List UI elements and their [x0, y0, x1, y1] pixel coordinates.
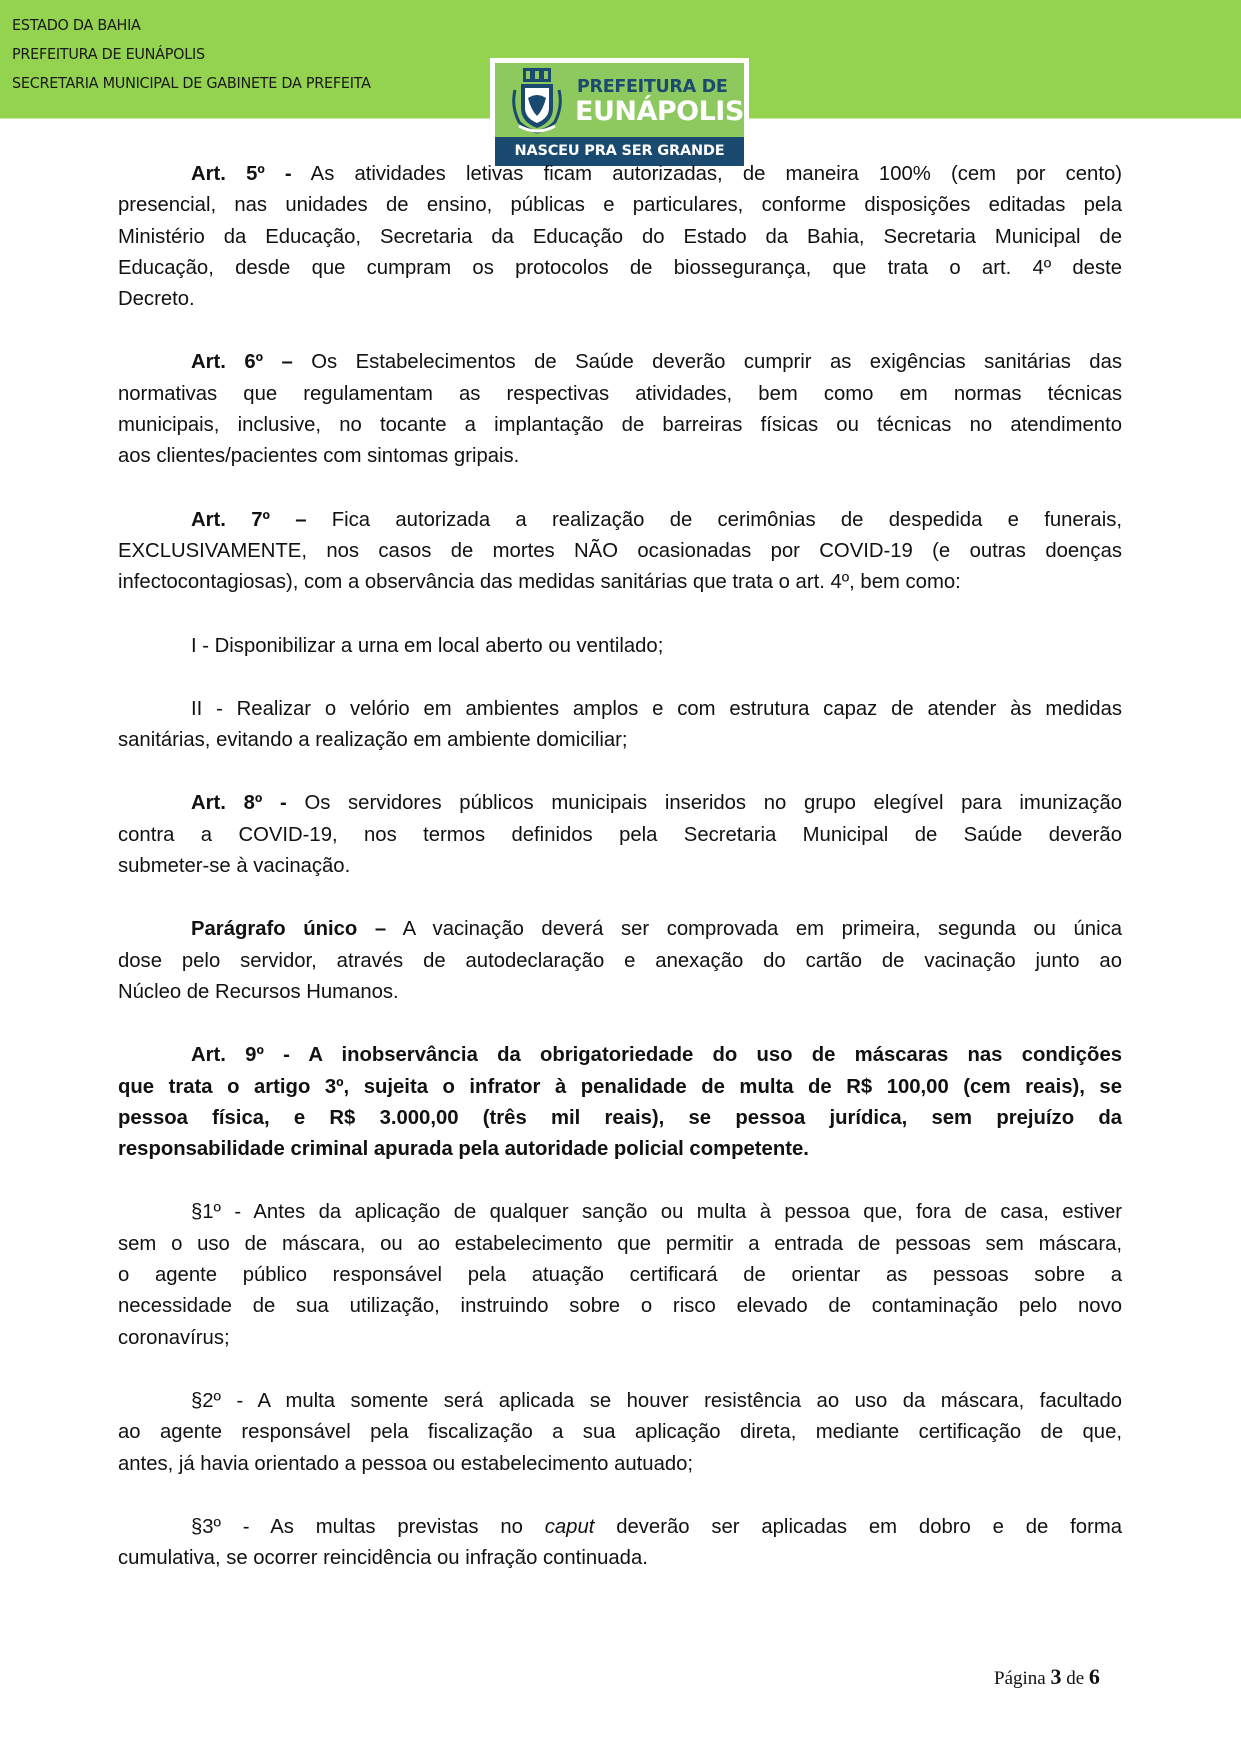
- section-2-line: antes, já havia orientado a pessoa ou estabelecimento autuado;: [118, 1452, 694, 1475]
- article-5: [118, 159, 1122, 315]
- total-pages: 6: [1088, 1664, 1100, 1689]
- article-8-paragrafo-unico: [118, 914, 1122, 1008]
- article-5-line: Ministério da Educação, Secretaria da Educação do Estado da Bahia, Secretaria Municipal de: [118, 225, 1122, 248]
- current-page: 3: [1050, 1664, 1062, 1689]
- section-3-line: cumulativa, se ocorrer reincidência ou infração continuada.: [118, 1547, 648, 1570]
- prefecture-logo: [490, 58, 749, 166]
- article-5-line: Art. 5º - As atividades letivas ficam autorizadas, de maneira 100% (cem por cento): [191, 163, 1122, 185]
- article-5-line: Educação, desde que cumpram os protocolos de biossegurança, que trata o art. 4º deste: [118, 256, 1122, 279]
- article-7: [118, 505, 1122, 599]
- header-text: [12, 14, 371, 101]
- caput-term: caput: [544, 1515, 595, 1538]
- article-5-label: Art. 5º -: [191, 163, 292, 185]
- article-9-label: Art. 9º -: [191, 1044, 290, 1067]
- section-1-line: sem o uso de máscara, ou ao estabelecimento que permitir a entrada de pessoas sem máscara,: [118, 1232, 1122, 1255]
- article-9-section-2: [118, 1386, 1122, 1480]
- article-9-line: que trata o artigo 3º, sujeita o infrator à penalidade de multa de R$ 100,00 (cem reais), se: [118, 1075, 1122, 1098]
- item-2-line: sanitárias, evitando a realização em ambiente domiciliar;: [118, 729, 628, 752]
- document-body: [118, 159, 1122, 1574]
- article-9-line: pessoa física, e R$ 3.000,00 (três mil reais), se pessoa jurídica, sem prejuízo da: [118, 1106, 1122, 1129]
- paragrafo-line: Núcleo de Recursos Humanos.: [118, 980, 399, 1003]
- article-6-label: Art. 6º –: [191, 351, 293, 374]
- header-prefecture: PREFEITURA DE EUNÁPOLIS: [12, 45, 205, 63]
- article-8-label: Art. 8º -: [191, 792, 287, 815]
- section-2-line: ao agente responsável pela fiscalização a sua aplicação direta, mediante certificação de que,: [118, 1421, 1122, 1444]
- article-7-item-1: [118, 631, 1122, 662]
- page-number: [994, 1664, 1100, 1690]
- item-2-line: II - Realizar o velório em ambientes amplos e com estrutura capaz de atender às medidas: [191, 697, 1122, 720]
- header-state: ESTADO DA BAHIA: [12, 16, 141, 34]
- article-7-label: Art. 7º –: [191, 508, 307, 531]
- article-8: [118, 788, 1122, 882]
- item-1-line: I - Disponibilizar a urna em local aberto ou ventilado;: [191, 634, 664, 657]
- logo-top: [495, 63, 744, 138]
- article-7-line: Art. 7º – Fica autorizada a realização de cerimônias de despedida e funerais,: [191, 508, 1122, 531]
- article-6-line: Art. 6º – Os Estabelecimentos de Saúde deverão cumprir as exigências sanitárias das: [191, 351, 1123, 374]
- logo-title-prefeitura: PREFEITURA DE: [577, 77, 728, 97]
- logo-slogan: NASCEU PRA SER GRANDE: [495, 137, 744, 166]
- section-1-line: §1º - Antes da aplicação de qualquer sanção ou multa à pessoa que, fora de casa, estiver: [191, 1201, 1122, 1224]
- city-crest-icon: [509, 66, 565, 136]
- paragrafo-line: dose pelo servidor, através de autodeclaração e anexação do cartão de vacinação junto ao: [118, 949, 1122, 972]
- logo-title-eunapolis: EUNÁPOLIS: [575, 96, 744, 127]
- article-6-line: aos clientes/pacientes com sintomas gripais.: [118, 445, 520, 468]
- article-9-line: responsabilidade criminal apurada pela autoridade policial competente.: [118, 1138, 809, 1161]
- of-label: de: [1066, 1668, 1085, 1689]
- article-7-item-2: [118, 694, 1122, 757]
- section-1-line: necessidade de sua utilização, instruindo sobre o risco elevado de contaminação pelo novo: [118, 1295, 1122, 1318]
- section-1-line: coronavírus;: [118, 1326, 230, 1349]
- article-8-line: submeter-se à vacinação.: [118, 855, 351, 878]
- paragrafo-line: Parágrafo único – A vacinação deverá ser comprovada em primeira, segunda ou única: [191, 918, 1122, 941]
- article-6-line: normativas que regulamentam as respectivas atividades, bem como em normas técnicas: [118, 382, 1122, 405]
- article-9-line: Art. 9º - A inobservância da obrigatoriedade do uso de máscaras nas condições: [191, 1044, 1123, 1067]
- article-6: [118, 347, 1122, 472]
- article-9-section-1: [118, 1197, 1122, 1353]
- page-label: Página: [994, 1668, 1046, 1689]
- section-3-line: §3º - As multas previstas no caput deverão ser aplicadas em dobro e de forma: [191, 1515, 1122, 1538]
- article-9-section-3: [118, 1512, 1122, 1575]
- section-1-line: o agente público responsável pela atuação certificará de orientar as pessoas sobre a: [118, 1264, 1122, 1287]
- article-7-line: EXCLUSIVAMENTE, nos casos de mortes NÃO ocasionadas por COVID-19 (e outras doenças: [118, 539, 1122, 562]
- article-6-line: municipais, inclusive, no tocante a implantação de barreiras físicas ou técnicas no atendimento: [118, 414, 1122, 437]
- header-secretariat: SECRETARIA MUNICIPAL DE GABINETE DA PREFEITA: [12, 74, 371, 92]
- article-5-line: presencial, nas unidades de ensino, públicas e particulares, conforme disposições editadas pela: [118, 194, 1122, 217]
- section-2-line: §2º - A multa somente será aplicada se houver resistência ao uso da máscara, facultado: [191, 1389, 1122, 1412]
- article-7-line: infectocontagiosas), com a observância das medidas sanitárias que trata o art. 4º, bem como:: [118, 571, 961, 594]
- article-5-line: Decreto.: [118, 288, 195, 311]
- article-8-line: contra a COVID-19, nos termos definidos pela Secretaria Municipal de Saúde deverão: [118, 823, 1122, 846]
- article-8-line: Art. 8º - Os servidores públicos municipais inseridos no grupo elegível para imunização: [191, 792, 1122, 815]
- paragrafo-unico-label: Parágrafo único –: [191, 918, 387, 941]
- article-9: [118, 1040, 1122, 1165]
